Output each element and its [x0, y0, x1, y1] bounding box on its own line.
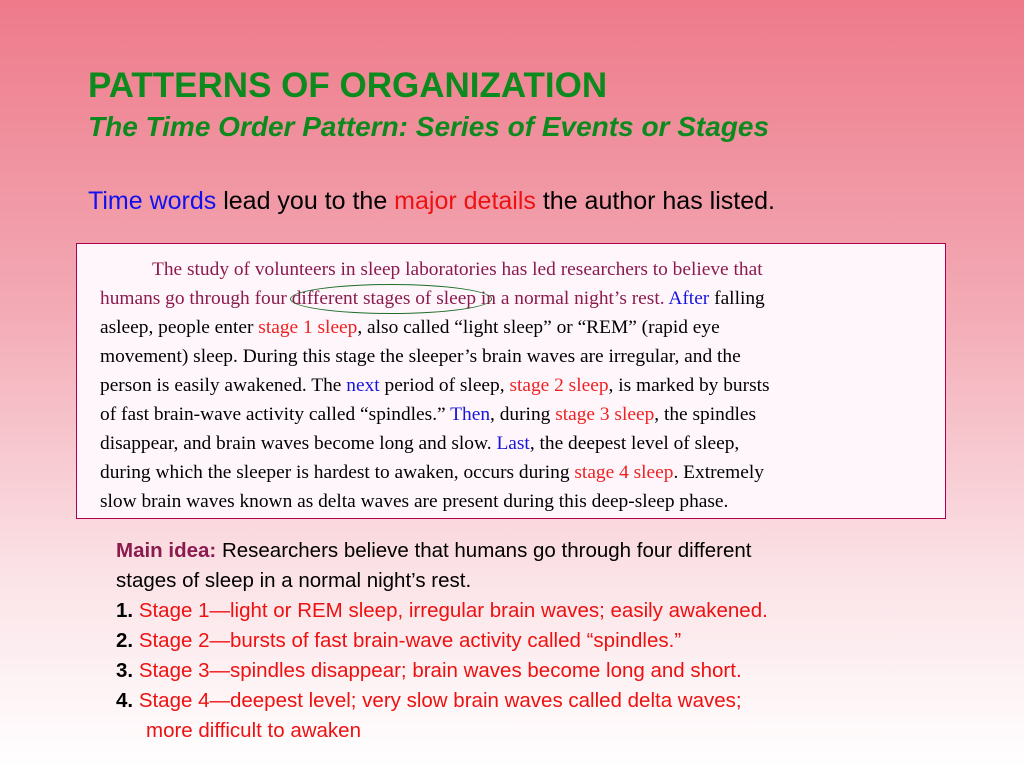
passage-text: during which the sleeper is hardest to awaken, occurs during	[100, 462, 575, 483]
passage-text: of fast brain-wave activity called “spindles.”	[100, 404, 451, 425]
main-idea-line: stages of sleep in a normal night’s rest.	[116, 569, 472, 592]
stage-number: 1.	[116, 599, 134, 622]
time-words-phrase: Time words	[88, 187, 217, 215]
intro-sentence	[88, 184, 775, 218]
stage-number: 2.	[116, 629, 134, 652]
stage-number: 4.	[116, 689, 134, 712]
stage-text: Stage 1—light or REM sleep, irregular brain waves; easily awakened.	[138, 599, 768, 622]
transition-word: next	[346, 375, 380, 396]
stage-text: Stage 4—deepest level; very slow brain waves called delta waves;	[138, 689, 742, 712]
circle-annotation	[290, 284, 492, 314]
passage-text: . Extremely	[673, 462, 764, 483]
transition-word: Then	[450, 404, 491, 425]
circled-phrase: four different stages	[254, 288, 411, 309]
passage-text: period of sleep,	[379, 375, 510, 396]
stage-text: Stage 2—bursts of fast brain-wave activity called “spindles.”	[138, 629, 682, 652]
passage-line	[100, 458, 929, 487]
main-idea-line	[116, 536, 906, 566]
passage-line	[100, 429, 929, 458]
passage-line	[100, 255, 929, 284]
passage-line: slow brain waves known as delta waves are present during this deep-sleep phase.	[100, 491, 729, 512]
passage-text: , during	[490, 404, 556, 425]
stage-item-continued: more difficult to awaken	[146, 719, 361, 742]
passage-text: of sleep in a normal night’s rest.	[410, 288, 669, 309]
intro-text-end: the author has listed.	[535, 187, 775, 215]
summary-section	[116, 536, 906, 746]
major-details-phrase: major details	[394, 187, 536, 215]
passage-box	[76, 243, 946, 519]
passage-text: falling	[709, 288, 765, 309]
page-title: PATTERNS OF ORGANIZATION	[88, 66, 608, 105]
stage-term: stage 1 sleep	[258, 317, 358, 338]
passage-line	[100, 284, 929, 313]
passage-line	[100, 371, 929, 400]
intro-text: lead you to the	[216, 187, 395, 215]
stage-number: 3.	[116, 659, 134, 682]
stage-text: Stage 3—spindles disappear; brain waves become long and short.	[138, 659, 742, 682]
passage-line	[100, 400, 929, 429]
main-idea-label: Main idea:	[116, 539, 217, 562]
page-subtitle: The Time Order Pattern: Series of Events or Stages	[88, 111, 770, 142]
transition-word: Last	[496, 433, 530, 454]
stage-item	[116, 656, 906, 686]
stage-term: stage 4 sleep	[574, 462, 674, 483]
main-idea-text: Researchers believe that humans go through four different	[216, 539, 752, 562]
transition-word: After	[668, 288, 710, 309]
stage-term: stage 3 sleep	[555, 404, 655, 425]
stage-item	[116, 596, 906, 626]
passage-text: , the deepest level of sleep,	[529, 433, 740, 454]
stage-item	[116, 686, 906, 716]
passage-line: movement) sleep. During this stage the sleeper’s brain waves are irregular, and the	[100, 346, 741, 367]
passage-text: disappear, and brain waves become long and slow.	[100, 433, 497, 454]
passage-text: , also called “light sleep” or “REM” (rapid eye	[357, 317, 720, 338]
passage-text: , is marked by bursts	[608, 375, 770, 396]
stage-term: stage 2 sleep	[509, 375, 609, 396]
passage-text: asleep, people enter	[100, 317, 259, 338]
passage-text: , the spindles	[654, 404, 757, 425]
passage-text: person is easily awakened. The	[100, 375, 347, 396]
passage-line	[100, 313, 929, 342]
stage-item	[116, 626, 906, 656]
passage-text: humans go through	[100, 288, 255, 309]
passage-text: The study of volunteers in sleep laboratories has led researchers to believe that	[152, 259, 763, 280]
